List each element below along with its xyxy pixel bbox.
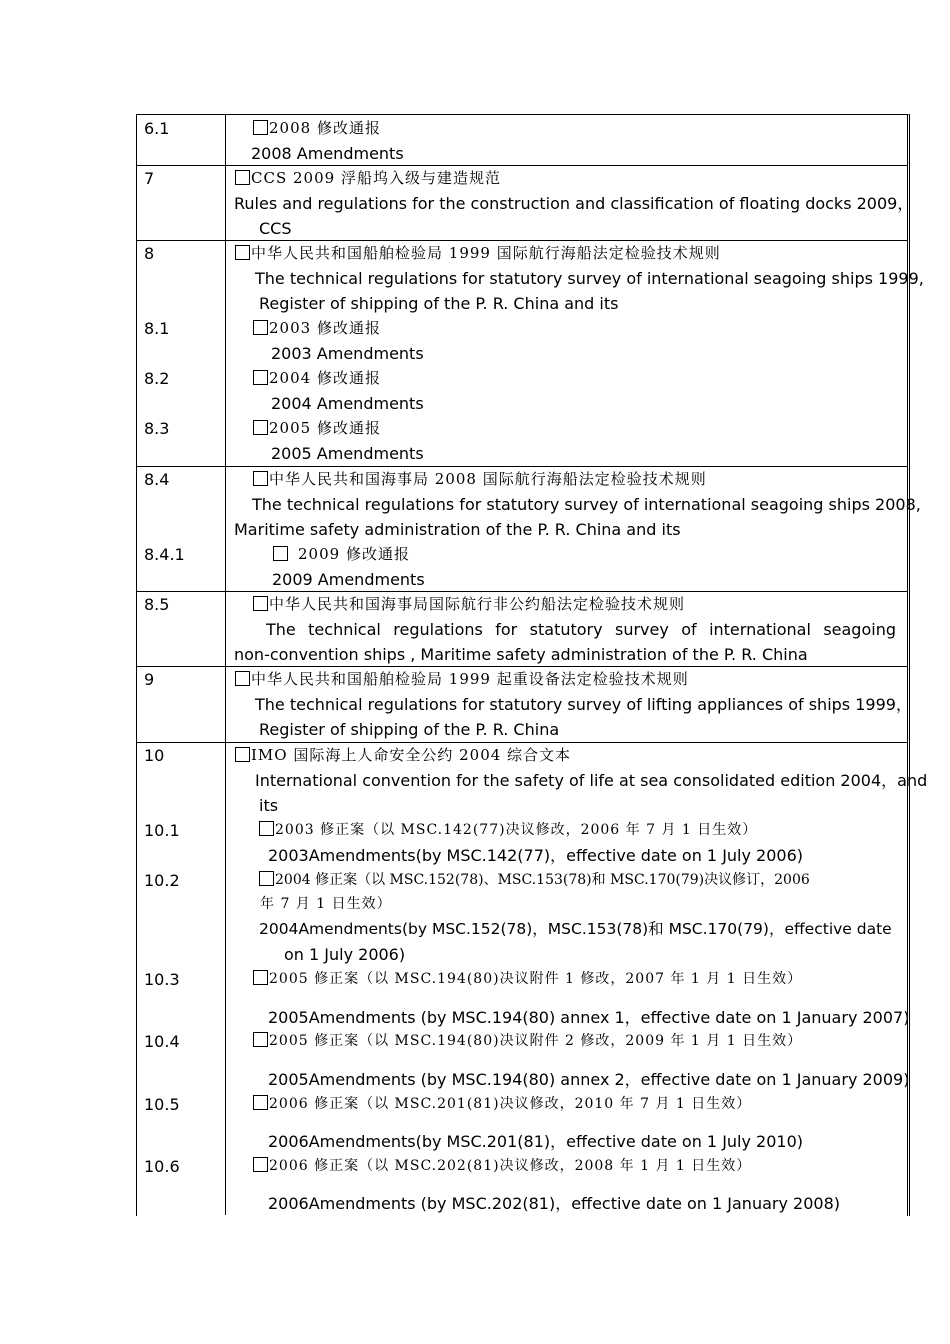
item-number: 10.5: [144, 1095, 180, 1114]
checkbox[interactable]: [253, 1032, 268, 1047]
item-title-cn: CCS 2009 浮船坞入级与建造规范: [235, 166, 501, 191]
checkbox[interactable]: [253, 471, 268, 486]
item-title-en: The technical regulations for statutory survey of international seagoing ships 1999,: [255, 269, 924, 288]
item-title-en: 2005Amendments (by MSC.194(80) annex 1，effective date on 1 January 2007): [268, 1008, 910, 1027]
checkbox[interactable]: [253, 970, 268, 985]
item-title-en: Rules and regulations for the construction and classification of floating docks 2009，: [234, 194, 914, 213]
item-title-cn: 2008 修改通报: [253, 116, 381, 141]
item-number: 8.2: [144, 369, 170, 388]
checkbox[interactable]: [253, 1157, 268, 1172]
item-number: 8: [144, 244, 155, 263]
item-title-en: 2005Amendments (by MSC.194(80) annex 2，effective date on 1 January 2009): [268, 1070, 910, 1089]
item-title-en: 2004Amendments(by MSC.152(78)，MSC.153(78)和 MSC.170(79)，effective date: [259, 920, 892, 938]
item-title-en: its: [259, 796, 279, 815]
column-divider: [225, 114, 226, 1215]
item-title-cn: 2006 修正案（以 MSC.202(81)决议修改，2008 年 1 月 1 日生效）: [253, 1154, 751, 1179]
item-title-cn: 2005 修正案（以 MSC.194(80)决议附件 2 修改，2009 年 1 月 1 日生效）: [253, 1029, 802, 1054]
item-title-en: 2003Amendments(by MSC.142(77)，effective date on 1 July 2006): [268, 846, 804, 865]
item-title-cn: IMO 国际海上人命安全公约 2004 综合文本: [235, 743, 571, 768]
item-number: 8.4.1: [144, 545, 185, 564]
checkbox[interactable]: [253, 120, 268, 135]
item-title-en: 2003 Amendments: [271, 344, 424, 363]
item-title-cn: 年 7 月 1 日生效）: [260, 896, 392, 912]
item-title-en: Register of shipping of the P. R. China: [259, 720, 560, 739]
item-title-en: 2006Amendments(by MSC.201(81)，effective date on 1 July 2010): [268, 1132, 804, 1151]
item-number: 10.3: [144, 970, 180, 989]
checkbox[interactable]: [253, 1095, 268, 1110]
checkbox[interactable]: [253, 596, 268, 611]
item-title-cn: 2003 修正案（以 MSC.142(77)决议修改，2006 年 7 月 1 日生效）: [259, 818, 757, 843]
item-title-en: 2006Amendments (by MSC.202(81)，effective date on 1 January 2008): [268, 1194, 840, 1213]
item-title-en: Maritime safety administration of the P. R. China and its: [234, 520, 681, 539]
item-number: 10.6: [144, 1157, 180, 1176]
item-title-en: Register of shipping of the P. R. China and its: [259, 294, 619, 313]
checkbox[interactable]: [273, 546, 288, 561]
item-title-cn: 中华人民共和国海事局国际航行非公约船法定检验技术规则: [253, 592, 685, 617]
checkbox[interactable]: [259, 821, 274, 836]
item-number: 10.4: [144, 1032, 180, 1051]
item-title-en: The technical regulations for statutory survey of international seagoing: [266, 620, 896, 639]
item-title-en: CCS: [259, 219, 292, 238]
item-number: 7: [144, 169, 155, 188]
item-title-en: The technical regulations for statutory survey of lifting appliances of ships 1999，: [255, 695, 912, 714]
item-title-en: The technical regulations for statutory survey of international seagoing ships 2008,: [252, 495, 921, 514]
item-number: 8.3: [144, 419, 170, 438]
item-number: 9: [144, 670, 155, 689]
item-number: 8.1: [144, 319, 170, 338]
item-number: 10.1: [144, 821, 180, 840]
checkbox[interactable]: [259, 871, 274, 886]
item-title-en: International convention for the safety of life at sea consolidated edition 2004，and: [255, 771, 928, 790]
item-number: 8.5: [144, 595, 170, 614]
item-title-cn: 中华人民共和国船舶检验局 1999 国际航行海船法定检验技术规则: [235, 241, 721, 266]
item-title-cn: 2006 修正案（以 MSC.201(81)决议修改，2010 年 7 月 1 日生效）: [253, 1092, 751, 1117]
checkbox[interactable]: [235, 245, 250, 260]
item-title-en: 2008 Amendments: [251, 144, 404, 163]
item-title-en: on 1 July 2006): [284, 945, 406, 964]
item-title-cn: 中华人民共和国船舶检验局 1999 起重设备法定检验技术规则: [235, 667, 689, 692]
item-title-cn: 2003 修改通报: [253, 316, 381, 341]
item-title-cn: 2005 修正案（以 MSC.194(80)决议附件 1 修改，2007 年 1 月 1 日生效）: [253, 967, 802, 992]
checkbox[interactable]: [235, 747, 250, 762]
checkbox[interactable]: [253, 320, 268, 335]
item-title-cn: 2005 修改通报: [253, 416, 381, 441]
item-title-cn: 中华人民共和国海事局 2008 国际航行海船法定检验技术规则: [253, 467, 707, 492]
item-number: 6.1: [144, 119, 170, 138]
item-title-cn: 2009 修改通报: [273, 542, 410, 567]
item-title-cn: 2004 修正案（以 MSC.152(78)、MSC.153(78)和 MSC.170(79)决议修订，2006: [259, 868, 810, 893]
item-number: 8.4: [144, 470, 170, 489]
item-number: 10: [144, 746, 165, 765]
checkbox[interactable]: [235, 671, 250, 686]
item-title-en: non-convention ships , Maritime safety administration of the P. R. China: [234, 645, 808, 664]
checkbox[interactable]: [253, 420, 268, 435]
item-title-en: 2009 Amendments: [272, 570, 425, 589]
item-number: 10.2: [144, 871, 180, 890]
checkbox[interactable]: [235, 170, 250, 185]
item-title-en: 2005 Amendments: [271, 444, 424, 463]
item-title-en: 2004 Amendments: [271, 394, 424, 413]
checkbox[interactable]: [253, 370, 268, 385]
item-title-cn: 2004 修改通报: [253, 366, 381, 391]
